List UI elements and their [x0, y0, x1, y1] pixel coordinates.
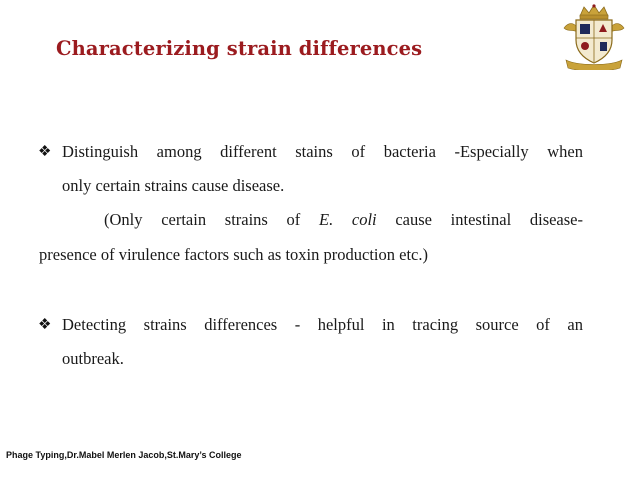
- footer-credit: Phage Typing,Dr.Mabel Merlen Jacob,St.Mary’s College: [6, 450, 242, 460]
- slide-title: Characterizing strain differences: [56, 37, 423, 60]
- diamond-four-bullet-icon: ❖: [38, 317, 52, 333]
- note-organism-name: E. coli: [318, 210, 377, 229]
- bullet-1-line-2: only certain strains cause disease.: [62, 176, 285, 195]
- note-suffix: cause intestinal disease-: [376, 210, 583, 229]
- bullet-1-marker: [38, 142, 60, 162]
- note-line-1: [104, 210, 583, 230]
- note-line-2: presence of virulence factors such as toxin production etc.): [39, 245, 428, 264]
- bullet-2-line-2: outbreak.: [62, 349, 124, 368]
- note-prefix: (Only certain strains of: [104, 210, 319, 229]
- college-crest-logo: [560, 2, 628, 70]
- bullet-2-marker: [38, 315, 60, 335]
- bullet-2-line-1: Detecting strains differences - helpful in tracing source of an: [62, 315, 583, 334]
- bullet-1-line-1: Distinguish among different stains of bacteria -Especially when: [62, 142, 583, 161]
- diamond-four-bullet-icon: ❖: [38, 144, 52, 160]
